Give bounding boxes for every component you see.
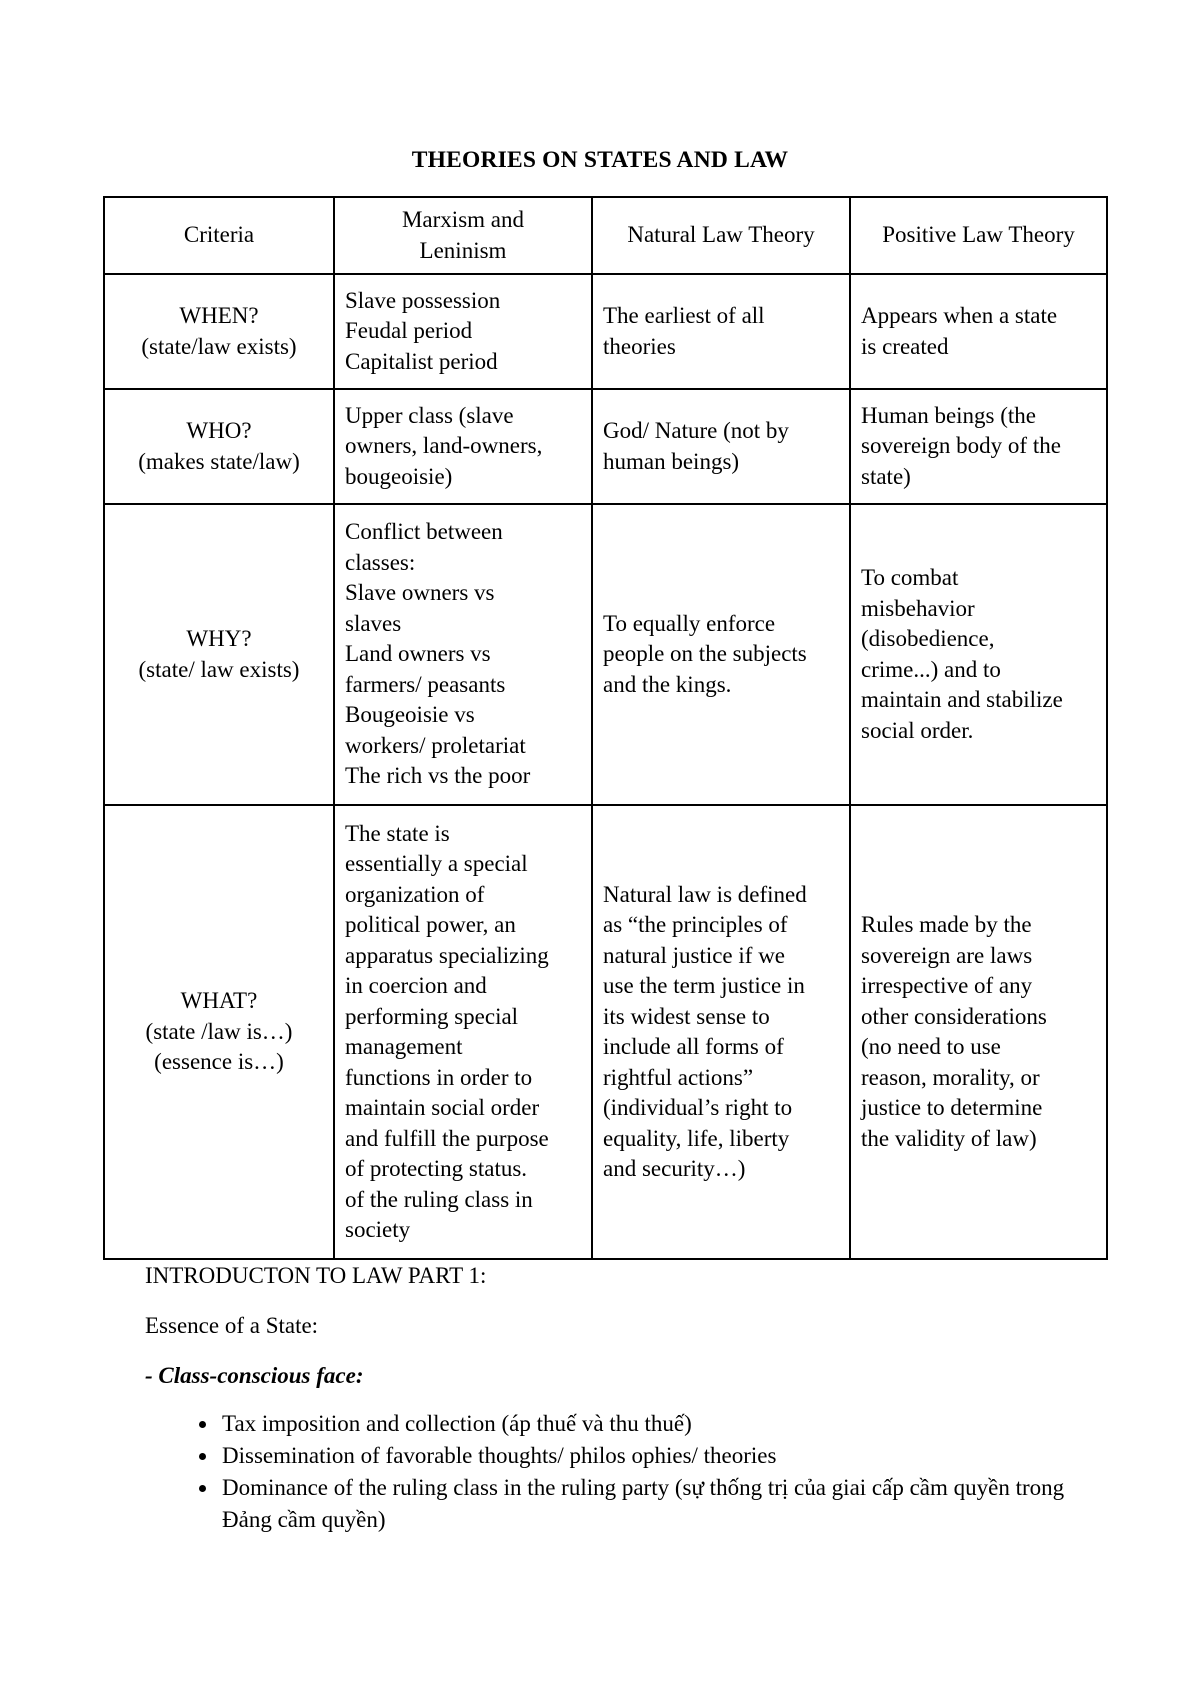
header-marxism: [334, 197, 592, 274]
natural-law-cell: To equally enforce people on the subjects and the kings.: [592, 504, 850, 805]
bullet-list: [188, 1408, 1119, 1536]
theories-table: [103, 196, 1108, 1260]
marxism-cell: Upper class (slave owners, land-owners, bougeoisie): [334, 389, 592, 504]
page-title: THEORIES ON STATES AND LAW: [411, 147, 789, 173]
criteria-cell: WHO? (makes state/law): [104, 389, 334, 504]
table-row-who: [104, 389, 1107, 504]
natural-law-cell: God/ Nature (not by human beings): [592, 389, 850, 504]
table-row-what: [104, 805, 1107, 1259]
natural-law-cell: Natural law is defined as “the principles of natural justice if we use the term justice in its widest sense to include all forms of rightful actions” (individual’s right to equality, life, liberty and security…): [592, 805, 850, 1259]
header-marxism-line: Leninism: [419, 237, 507, 263]
table-header-row: [104, 197, 1107, 274]
criteria-cell: WHY? (state/ law exists): [104, 504, 334, 805]
positive-law-cell: Human beings (the sovereign body of the state): [850, 389, 1107, 504]
marxism-cell: Slave possession Feudal period Capitalist period: [334, 274, 592, 389]
natural-law-cell: The earliest of all theories: [592, 274, 850, 389]
positive-law-cell: Rules made by the sovereign are laws irrespective of any other considerations (no need to use reason, morality, or justice to determine the validity of law): [850, 805, 1107, 1259]
class-conscious-heading: - Class-conscious face:: [145, 1363, 364, 1388]
marxism-cell: Conflict between classes: Slave owners vs slaves Land owners vs farmers/ peasants Bougeoisie vs workers/ proletariat The rich vs the poor: [334, 504, 592, 805]
header-positive-law: Positive Law Theory: [850, 197, 1107, 274]
header-natural-law: Natural Law Theory: [592, 197, 850, 274]
marxism-cell: The state is essentially a special organization of political power, an apparatus specializing in coercion and performing special management functions in order to maintain social order and fulfill the purpose of protecting status. of the ruling class in society: [334, 805, 592, 1259]
table-row-why: [104, 504, 1107, 805]
header-criteria: Criteria: [104, 197, 334, 274]
section-heading: INTRODUCTON TO LAW PART 1:: [145, 1263, 487, 1288]
criteria-cell: WHEN? (state/law exists): [104, 274, 334, 389]
header-marxism-line: Marxism and: [401, 207, 524, 232]
table-row-when: [104, 274, 1107, 389]
list-item: • Tax imposition and collection (áp thuế và thu thuế): [219, 1408, 1119, 1440]
positive-law-cell: Appears when a state is created: [850, 274, 1107, 389]
criteria-cell: WHAT? (state /law is…) (essence is…): [104, 805, 334, 1259]
section-subheading: Essence of a State:: [145, 1313, 319, 1338]
positive-law-cell: To combat misbehavior (disobedience, crime...) and to maintain and stabilize social order.: [850, 504, 1107, 805]
list-item: • Dominance of the ruling class in the ruling party (sự thống trị của giai cấp cầm quyền trong Đảng cầm quyền): [219, 1472, 1119, 1536]
list-item: • Dissemination of favorable thoughts/ philos ophies/ theories: [219, 1440, 1119, 1472]
